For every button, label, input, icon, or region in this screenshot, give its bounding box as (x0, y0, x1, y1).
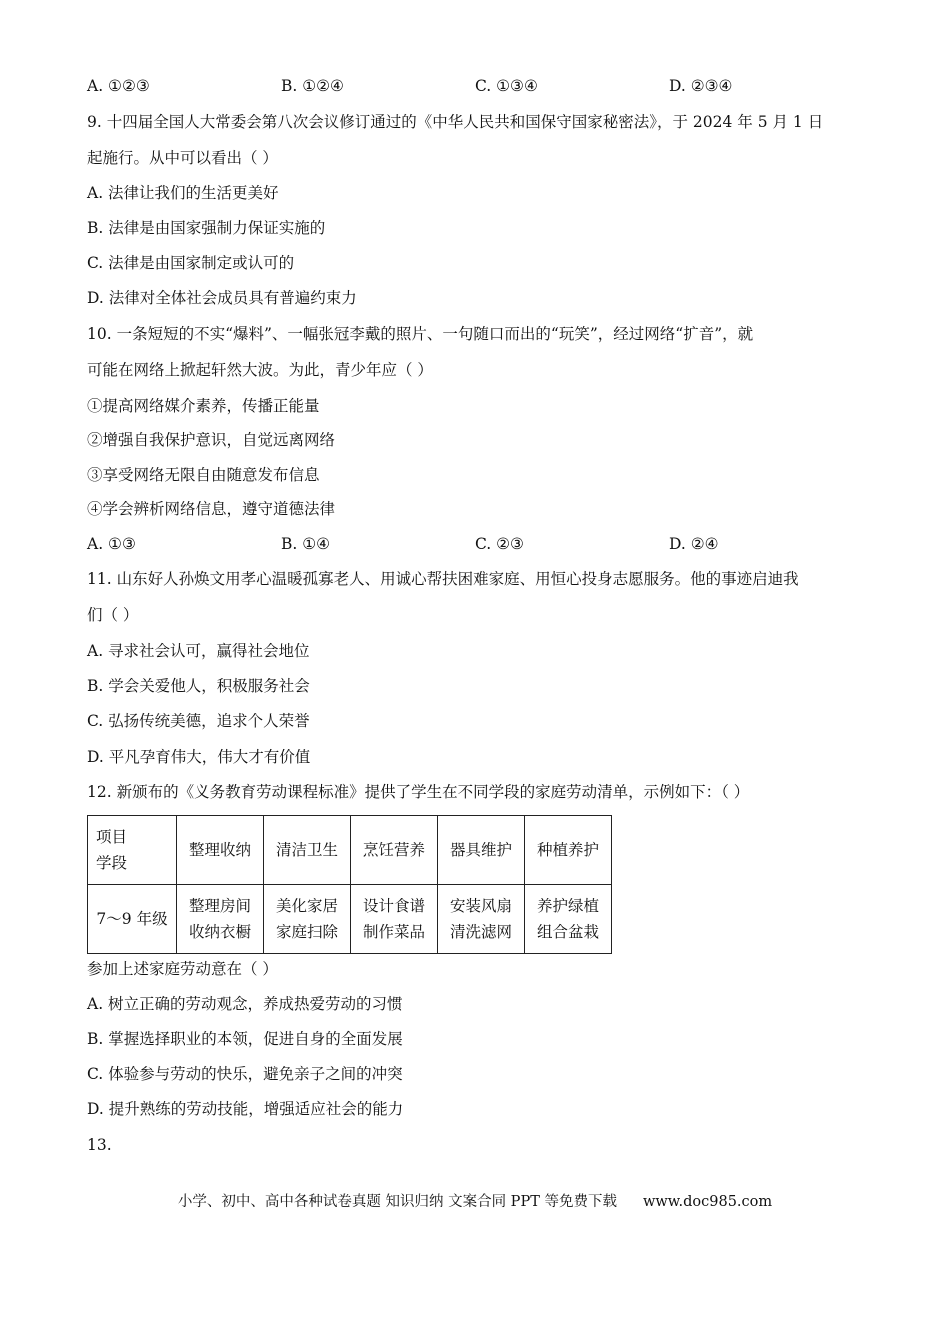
cell-line: 整理房间 (188, 897, 251, 915)
q13-number: 13. (87, 1136, 112, 1154)
q10-stem-line2: 可能在网络上掀起轩然大波。为此，青少年应（ ） (87, 361, 433, 379)
table-row-label: 7～9 年级 (88, 885, 177, 954)
q8-option-b: B. ①②④ (281, 77, 344, 95)
q9-option-b: B. 法律是由国家强制力保证实施的 (87, 219, 326, 237)
q10-statement-1: ①提高网络媒介素养，传播正能量 (87, 397, 320, 415)
cell-line: 美化家居 (275, 897, 338, 915)
q12-option-a: A. 树立正确的劳动观念，养成热爱劳动的习惯 (87, 995, 403, 1013)
q11-option-c: C. 弘扬传统美德，追求个人荣誉 (87, 712, 310, 730)
footer-url[interactable]: www.doc985.com (642, 1194, 773, 1210)
table-header-row (88, 816, 612, 885)
table-cell (351, 885, 438, 954)
table-header-cell: 种植养护 (525, 816, 612, 885)
corner-label-stage: 学段 (96, 854, 128, 872)
q12-stem: 12. 新颁布的《义务教育劳动课程标准》提供了学生在不同学段的家庭劳动清单，示例如下：（ ） (87, 783, 750, 801)
q10-option-d: D. ②④ (669, 535, 719, 553)
q12-option-c: C. 体验参与劳动的快乐，避免亲子之间的冲突 (87, 1065, 403, 1083)
cell-line: 养护绿植 (536, 897, 599, 915)
cell-line: 清洗滤网 (449, 923, 512, 941)
table-header-cell: 整理收纳 (177, 816, 264, 885)
table-cell (177, 885, 264, 954)
cell-line: 安装风扇 (449, 897, 512, 915)
q10-statement-2: ②增强自我保护意识，自觉远离网络 (87, 431, 336, 449)
q9-stem-line1: 9. 十四届全国人大常委会第八次会议修订通过的《中华人民共和国保守国家秘密法》，于 2024 年 5 月 1 日 (87, 113, 824, 131)
q10-statement-4: ④学会辨析网络信息，遵守道德法律 (87, 500, 336, 518)
q12-option-b: B. 掌握选择职业的本领，促进自身的全面发展 (87, 1030, 403, 1048)
q11-option-d: D. 平凡孕育伟大，伟大才有价值 (87, 748, 311, 766)
page-footer (0, 1190, 950, 1211)
q8-option-a: A. ①②③ (87, 77, 150, 95)
table-cell (264, 885, 351, 954)
cell-line: 制作菜品 (362, 923, 425, 941)
q11-option-b: B. 学会关爱他人，积极服务社会 (87, 677, 310, 695)
q12-question: 参加上述家庭劳动意在（ ） (87, 960, 278, 978)
table-cell (438, 885, 525, 954)
table-header-cell: 器具维护 (438, 816, 525, 885)
table-header-cell: 烹饪营养 (351, 816, 438, 885)
q10-option-a: A. ①③ (87, 535, 136, 553)
table-cell (525, 885, 612, 954)
q10-option-b: B. ①④ (281, 535, 331, 553)
q11-option-a: A. 寻求社会认可，赢得社会地位 (87, 642, 310, 660)
q10-options (87, 533, 867, 555)
table-row (88, 885, 612, 954)
cell-line: 收纳衣橱 (188, 923, 251, 941)
q9-option-c: C. 法律是由国家制定或认可的 (87, 254, 295, 272)
labor-list-table (87, 815, 612, 954)
q8-option-d: D. ②③④ (669, 77, 733, 95)
q12-option-d: D. 提升熟练的劳动技能，增强适应社会的能力 (87, 1100, 404, 1118)
q11-stem-line1: 11. 山东好人孙焕文用孝心温暖孤寡老人、用诚心帮扶困难家庭、用恒心投身志愿服务。他的事迹启迪我 (87, 570, 799, 588)
cell-line: 家庭扫除 (275, 923, 338, 941)
q10-stem-line1: 10. 一条短短的不实“爆料”、一幅张冠李戴的照片、一句随口而出的“玩笑”，经过网络“扩音”，就 (87, 325, 754, 343)
cell-line: 设计食谱 (362, 897, 425, 915)
q9-option-d: D. 法律对全体社会成员具有普遍约束力 (87, 289, 357, 307)
q10-option-c: C. ②③ (475, 535, 524, 553)
q11-stem-line2: 们（ ） (87, 606, 139, 624)
corner-label-project: 项目 (96, 828, 128, 846)
table-header-cell: 清洁卫生 (264, 816, 351, 885)
cell-line: 组合盆栽 (536, 923, 599, 941)
q10-statement-3: ③享受网络无限自由随意发布信息 (87, 466, 320, 484)
q8-option-c: C. ①③④ (475, 77, 538, 95)
footer-text: 小学、初中、高中各种试卷真题 知识归纳 文案合同 PPT 等免费下载 (177, 1194, 617, 1210)
q8-options (87, 75, 867, 97)
table-corner-cell (88, 816, 177, 885)
q9-stem-line2: 起施行。从中可以看出（ ） (87, 149, 278, 167)
q9-option-a: A. 法律让我们的生活更美好 (87, 184, 279, 202)
